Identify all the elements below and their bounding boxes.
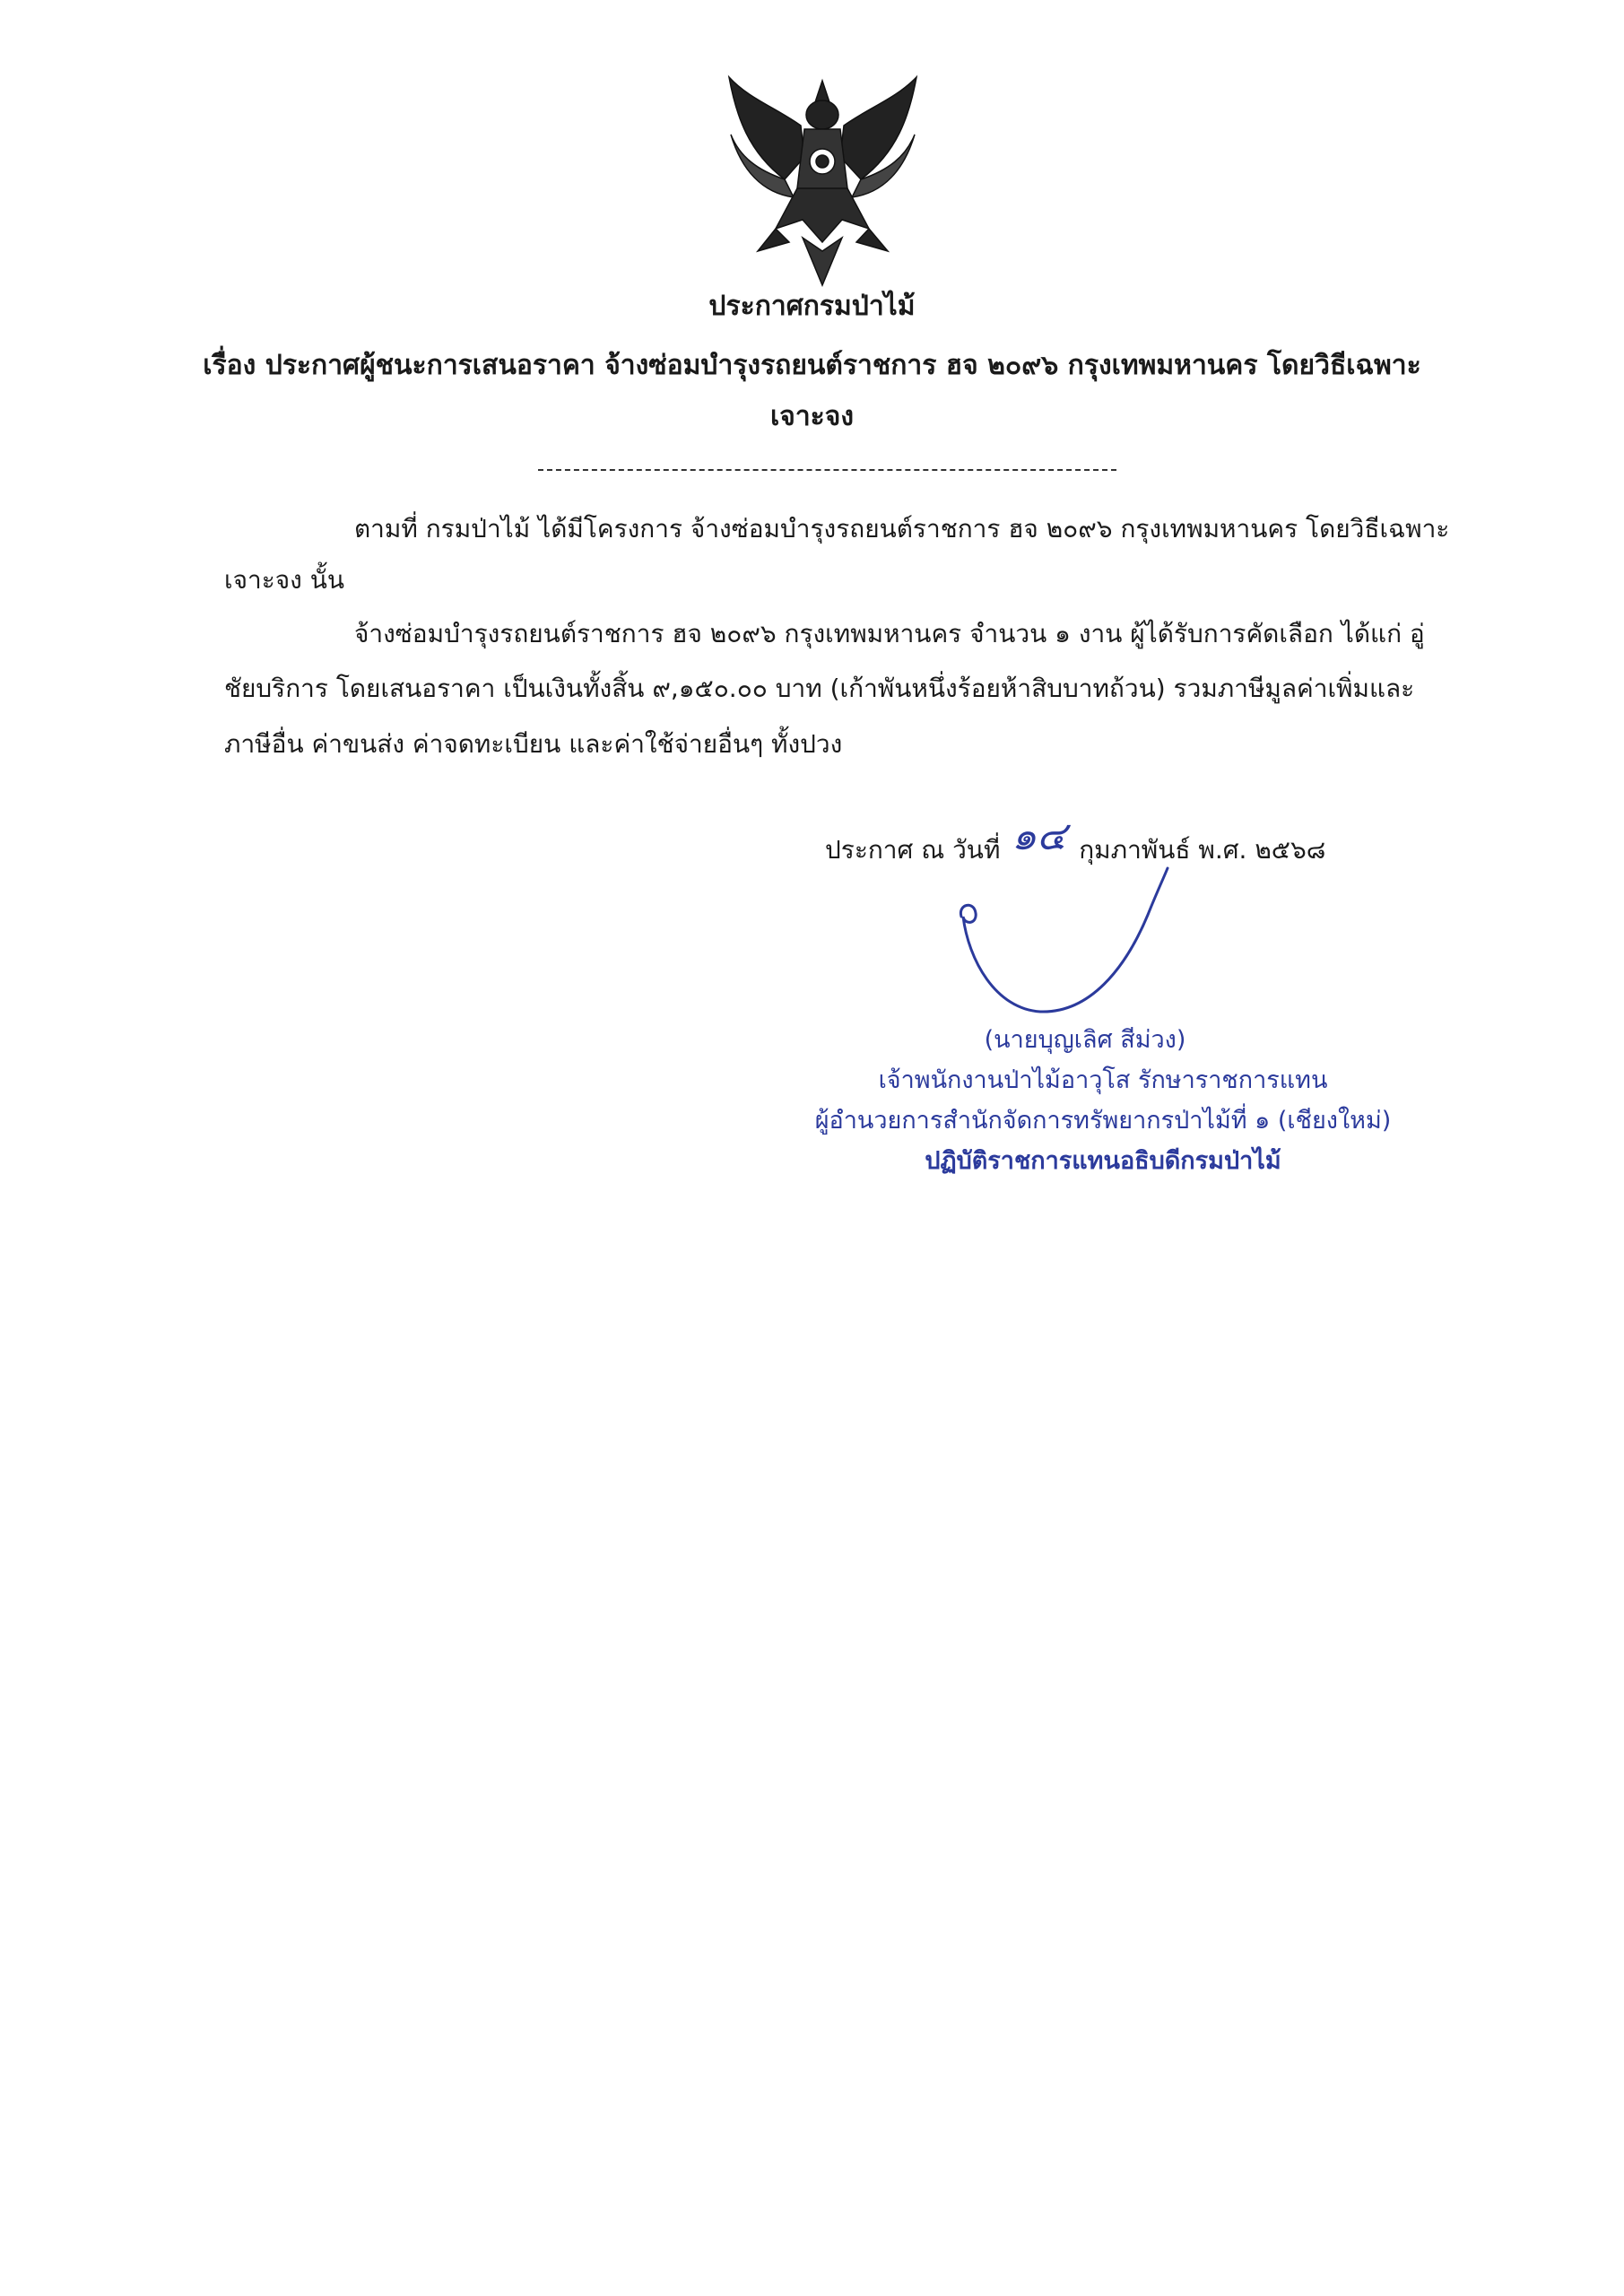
date-month-year: กุมภาพันธ์ พ.ศ. ๒๕๖๘ — [1079, 835, 1326, 865]
paragraph-1-line-1: ตามที่ กรมป่าไม้ ได้มีโครงการ จ้างซ่อมบำรุงรถยนต์ราชการ ฮจ ๒๐๙๖ กรุงเทพมหานคร โดยวิธีเฉพาะ — [354, 514, 1450, 544]
signatory-position-3: ปฏิบัติราชการแทนอธิบดีกรมป่าไม้ — [925, 1147, 1281, 1175]
signatory-name: (นายบุญเลิศ สีม่วง) — [984, 1026, 1186, 1054]
org-title: ประกาศกรมป่าไม้ — [708, 291, 916, 322]
title-divider — [538, 469, 1116, 471]
paragraph-2-line-2: ชัยบริการ โดยเสนอราคา เป็นเงินทั้งสิ้น ๙,๑๕๐.๐๐ บาท (เก้าพันหนึ่งร้อยห้าสิบบาทถ้วน) รวมภาษีมูลค่าเพิ่มและ — [224, 674, 1415, 703]
handwritten-day — [1004, 803, 1090, 870]
paragraph-1-line-2: เจาะจง นั้น — [224, 565, 344, 595]
subject-line-1: เรื่อง ประกาศผู้ชนะการเสนอราคา จ้างซ่อมบำรุงรถยนต์ราชการ ฮจ ๒๐๙๖ กรุงเทพมหานคร โดยวิธีเฉพาะ — [203, 350, 1421, 381]
date-prefix: ประกาศ ณ วันที่ — [825, 835, 1001, 865]
handwritten-signature — [942, 861, 1202, 1022]
signatory-position-1: เจ้าพนักงานป่าไม้อาวุโส รักษาราชการแทน — [878, 1066, 1328, 1094]
garuda-emblem-icon — [722, 72, 924, 287]
paragraph-2-line-1: จ้างซ่อมบำรุงรถยนต์ราชการ ฮจ ๒๐๙๖ กรุงเทพมหานคร จำนวน ๑ งาน ผู้ได้รับการคัดเลือก ได้แก่ อู่ — [354, 619, 1425, 648]
subject-line-2: เจาะจง — [769, 401, 855, 432]
signatory-position-2: ผู้อำนวยการสำนักจัดการทรัพยากรป่าไม้ที่ ๑ (เชียงใหม่) — [814, 1107, 1392, 1135]
paragraph-2-line-3: ภาษีอื่น ค่าขนส่ง ค่าจดทะเบียน และค่าใช้จ่ายอื่นๆ ทั้งปวง — [224, 729, 843, 759]
handwritten-day-text: ๑๔ — [1012, 813, 1067, 859]
